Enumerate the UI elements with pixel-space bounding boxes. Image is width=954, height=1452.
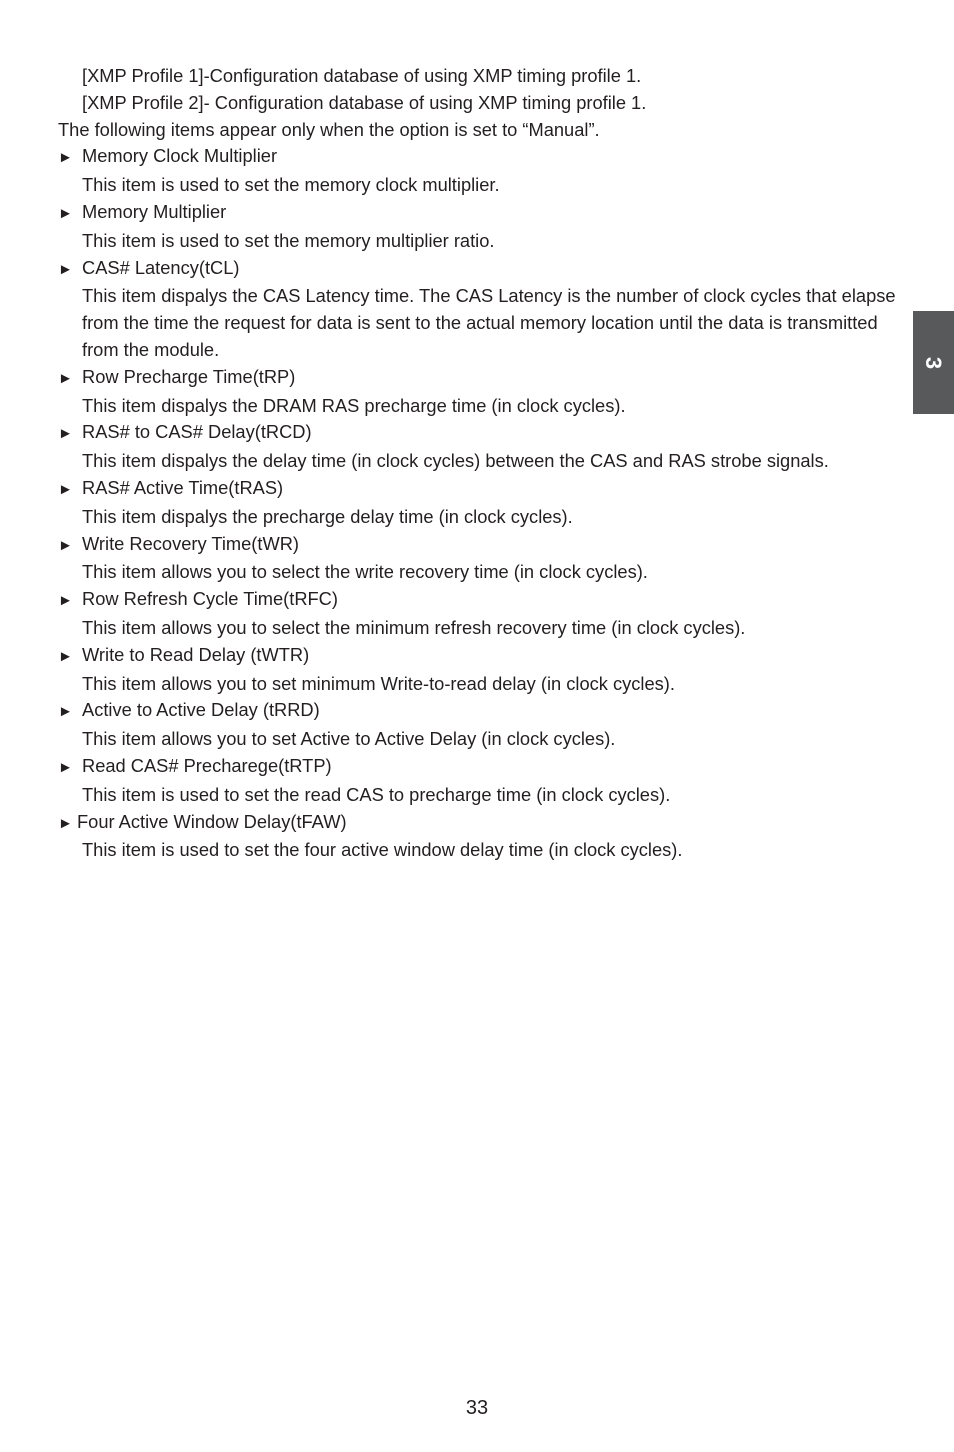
xmp-profile-1-option: [XMP Profile 1]-Configuration database of using XMP timing profile 1. [82, 65, 642, 86]
item-memory-clock-multiplier [58, 143, 908, 199]
triangle-bullet-icon: ► [58, 592, 73, 610]
item-title: RAS# Active Time(tRAS) [82, 476, 284, 498]
item-description: This item allows you to select the write recovery time (in clock cycles). [82, 561, 648, 583]
item-write-recovery-time [58, 531, 908, 587]
xmp-profile-2-option: [XMP Profile 2]- Configuration database of using XMP timing profile 1. [82, 91, 647, 113]
item-title: Row Precharge Time(tRP) [82, 365, 296, 387]
triangle-bullet-icon: ► [58, 647, 73, 665]
item-title: Four Active Window Delay(tFAW) [77, 810, 347, 832]
item-write-to-read-delay [58, 642, 908, 698]
item-title: RAS# to CAS# Delay(tRCD) [82, 421, 312, 443]
item-ras-active-time [58, 475, 908, 531]
triangle-bullet-icon: ► [58, 480, 73, 498]
triangle-bullet-icon: ► [58, 814, 73, 832]
item-description: This item is used to set the memory multiplier ratio. [82, 229, 495, 251]
triangle-bullet-icon: ► [58, 369, 73, 387]
triangle-bullet-icon: ► [58, 703, 73, 721]
item-row-refresh-cycle-time [58, 586, 908, 642]
triangle-bullet-icon: ► [58, 204, 73, 222]
item-description: This item allows you to select the minimum refresh recovery time (in clock cycles). [82, 616, 746, 638]
page-number: 33 [465, 1397, 489, 1419]
item-row-precharge-time [58, 364, 908, 420]
item-title: CAS# Latency(tCL) [82, 256, 240, 278]
item-description: This item is used to set the memory clock multiplier. [82, 174, 500, 196]
item-read-cas-precharge [58, 753, 908, 809]
manual-mode-note: The following items appear only when the option is set to “Manual”. [58, 118, 600, 140]
item-active-to-active-delay [58, 697, 908, 753]
chapter-tab [913, 311, 954, 414]
item-four-active-window-delay [58, 809, 908, 865]
item-title: Row Refresh Cycle Time(tRFC) [82, 588, 338, 610]
item-title: Read CAS# Precharege(tRTP) [82, 754, 332, 776]
item-memory-multiplier [58, 199, 908, 255]
item-title: Memory Clock Multiplier [82, 145, 278, 167]
item-description: This item dispalys the precharge delay time (in clock cycles). [82, 505, 573, 527]
triangle-bullet-icon: ► [58, 425, 73, 443]
item-description: This item allows you to set minimum Write-to-read delay (in clock cycles). [82, 672, 675, 694]
triangle-bullet-icon: ► [58, 758, 73, 776]
item-description: This item dispalys the delay time (in clock cycles) between the CAS and RAS strobe signals. [82, 450, 829, 472]
item-description: This item is used to set the read CAS to precharge time (in clock cycles). [82, 783, 671, 805]
triangle-bullet-icon: ► [58, 536, 73, 554]
item-cas-latency [58, 255, 908, 364]
triangle-bullet-icon: ► [58, 149, 73, 167]
item-description: This item dispalys the DRAM RAS precharge time (in clock cycles). [82, 394, 626, 416]
chapter-number: 3 [921, 356, 947, 369]
manual-page-content [58, 63, 908, 864]
item-title: Active to Active Delay (tRRD) [82, 699, 320, 721]
item-ras-to-cas-delay [58, 419, 908, 475]
triangle-bullet-icon: ► [58, 260, 73, 278]
item-title: Write to Read Delay (tWTR) [82, 643, 310, 665]
item-description: This item dispalys the CAS Latency time. The CAS Latency is the number of clock cycles that elapse from the time the request for data is sent to the actual memory location until the data is transmitted from the module. [82, 285, 896, 360]
item-description: This item allows you to set Active to Active Delay (in clock cycles). [82, 728, 616, 750]
item-title: Write Recovery Time(tWR) [82, 532, 300, 554]
item-title: Memory Multiplier [82, 200, 227, 222]
item-description: This item is used to set the four active window delay time (in clock cycles). [82, 839, 683, 861]
